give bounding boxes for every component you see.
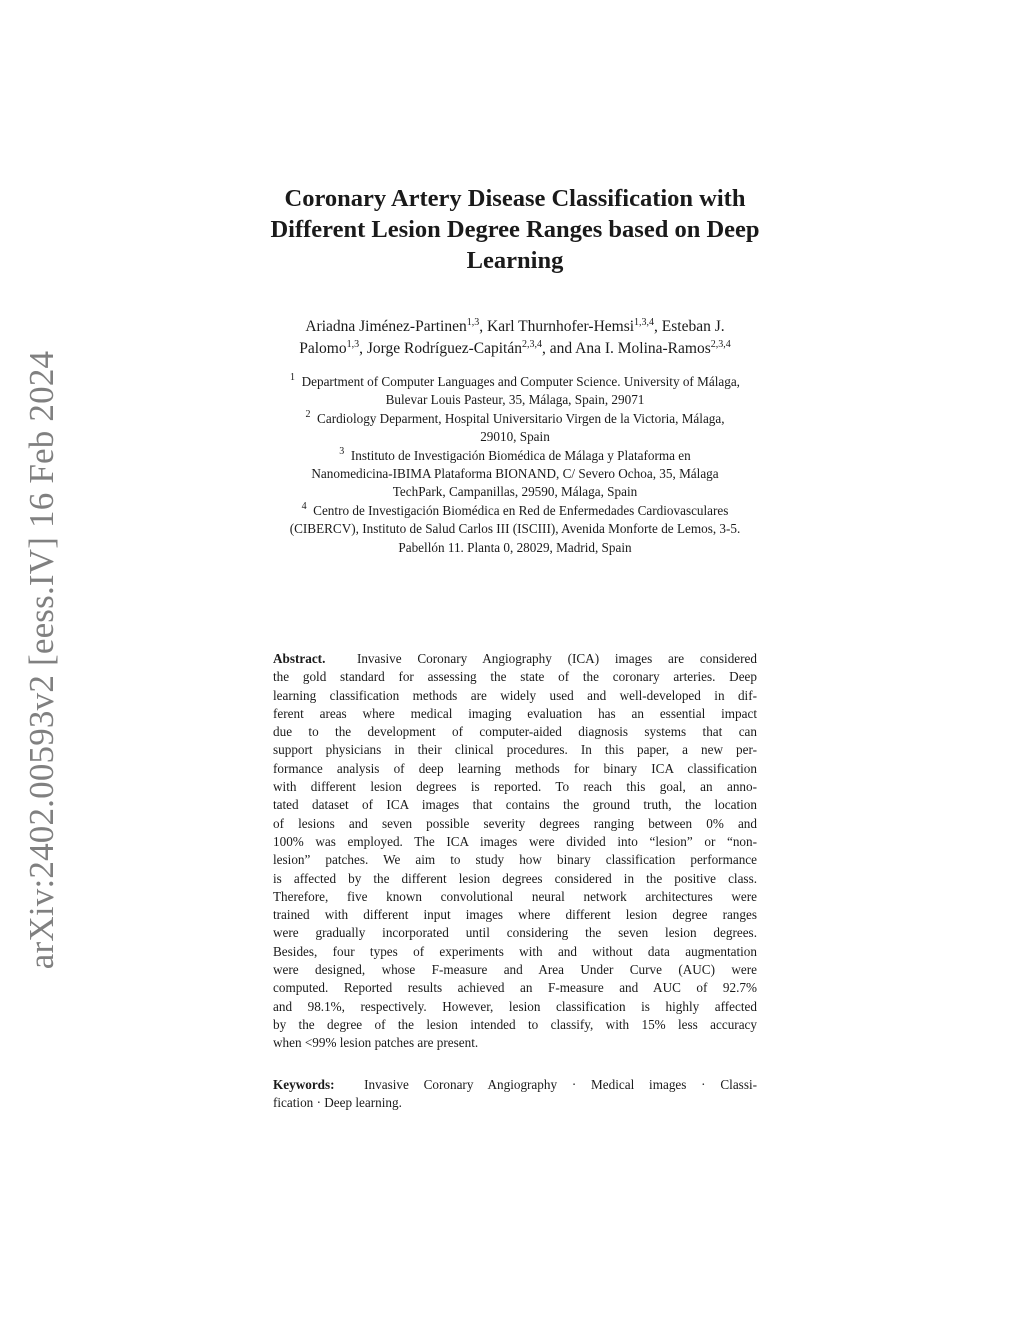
abstract-line: computed. Reported results achieved an F-measure and AUC of 92.7%: [273, 980, 757, 996]
affiliation-line: $^3$ Instituto de Investigación Biomédica de Málaga y Plataforma en: [339, 445, 691, 463]
affiliations: [180, 373, 850, 557]
keywords-line: Keywords: Invasive Coronary Angiography · Medical images · Classi-: [273, 1077, 758, 1092]
abstract: [273, 650, 757, 1053]
author-name: Palomo: [299, 340, 347, 357]
abstract-line: due to the development of computer-aided diagnosis systems that can: [273, 724, 757, 740]
author-line: [180, 338, 850, 360]
affiliation-line: TechPark, Campanillas, 29590, Málaga, Spain: [392, 484, 638, 500]
abstract-line: were gradually incorporated until considering the seven lesion degrees.: [273, 925, 757, 941]
affiliation-line: $^2$ Cardiology Deparment, Hospital Universitario Virgen de la Victoria, Málaga,: [305, 408, 725, 426]
abstract-line: Abstract. Invasive Coronary Angiography (ICA) images are considered: [273, 651, 758, 666]
affiliation-line: $^1$ Department of Computer Languages and Computer Science. University of Málaga,: [290, 372, 740, 389]
author-affiliation-mark: 2,3,4: [521, 339, 542, 350]
abstract-line: of lesions and seven possible severity degrees ranging between 0% and: [273, 815, 757, 831]
abstract-line: were designed, whose F-measure and Area Under Curve (AUC) were: [273, 962, 757, 978]
abstract-line: formance analysis of deep learning methods for binary ICA classification: [273, 760, 757, 776]
affiliation-line: Nanomedicina-IBIMA Plataforma BIONAND, C/ Severo Ochoa, 35, Málaga: [311, 466, 719, 482]
abstract-line: Besides, four types of experiments with and without data augmentation: [273, 943, 757, 959]
keywords-label: Keywords:: [273, 1077, 335, 1092]
author-name: , Jorge Rodríguez-Capitán: [359, 340, 522, 357]
abstract-line: when <99% lesion patches are present.: [273, 1035, 479, 1051]
affiliation-line: (CIBERCV), Instituto de Salud Carlos III (ISCIII), Avenida Monforte de Lemos, 3-5.: [289, 521, 741, 537]
affiliation-line: Bulevar Louis Pasteur, 35, Málaga, Spain, 29071: [385, 392, 645, 408]
affiliation-line: 29010, Spain: [480, 429, 550, 445]
author-name: , Esteban J.: [654, 318, 725, 335]
affiliation-mark: 1: [290, 372, 296, 383]
author-list: [180, 316, 850, 360]
abstract-line: and 98.1%, respectively. However, lesion classification is highly affected: [273, 998, 757, 1014]
affiliation-line: $^4$ Centro de Investigación Biomédica en Red de Enfermedades Cardiovasculares: [301, 500, 729, 518]
abstract-line: the gold standard for assessing the state of the coronary arteries. Deep: [273, 669, 757, 685]
keywords: [273, 1076, 757, 1113]
title-line: Coronary Artery Disease Classification with: [284, 185, 746, 212]
author-name: , Karl Thurnhofer-Hemsi: [479, 318, 635, 335]
author-affiliation-mark: 1,3: [346, 339, 360, 350]
author-affiliation-mark: 2,3,4: [710, 339, 731, 350]
abstract-line: trained with different input images where different lesion degree ranges: [273, 907, 757, 923]
abstract-line: tated dataset of ICA images that contains the ground truth, the location: [273, 797, 757, 813]
affiliation-mark: 4: [301, 500, 307, 512]
keywords-line: fication · Deep learning.: [273, 1095, 402, 1111]
abstract-line: learning classification methods are widely used and well-developed in dif-: [273, 687, 757, 703]
abstract-line: Therefore, five known convolutional neural network architectures were: [273, 888, 757, 904]
author-name: Ariadna Jiménez-Partinen: [305, 318, 467, 335]
title-line: Learning: [466, 247, 564, 274]
abstract-label: Abstract.: [273, 651, 326, 666]
abstract-line: is affected by the different lesion degrees considered in the positive class.: [273, 870, 757, 886]
abstract-line: by the degree of the lesion intended to classify, with 15% less accuracy: [273, 1016, 757, 1032]
abstract-line: lesion” patches. We aim to study how binary classification performance: [273, 852, 757, 868]
abstract-line: support physicians in their clinical procedures. In this paper, a new per-: [273, 742, 757, 758]
affiliation-mark: 3: [339, 445, 345, 457]
arxiv-identifier: arXiv:2402.00593v2 [eess.IV] 16 Feb 2024: [22, 350, 61, 970]
abstract-line: with different lesion degrees is reported. To reach this goal, an anno-: [273, 779, 757, 795]
author-affiliation-mark: 1,3,4: [634, 317, 655, 328]
affiliation-line: Pabellón 11. Planta 0, 28029, Madrid, Spain: [398, 539, 632, 555]
abstract-line: 100% was employed. The ICA images were divided into “lesion” or “non-: [273, 833, 757, 849]
author-name: , and Ana I. Molina-Ramos: [541, 340, 711, 357]
affiliation-mark: 2: [305, 408, 311, 420]
title-line: Different Lesion Degree Ranges based on Deep: [270, 216, 760, 243]
author-affiliation-mark: 1,3: [466, 317, 480, 328]
paper-title: [180, 183, 850, 276]
author-line: [180, 316, 850, 338]
abstract-line: ferent areas where medical imaging evaluation has an essential impact: [273, 705, 757, 721]
